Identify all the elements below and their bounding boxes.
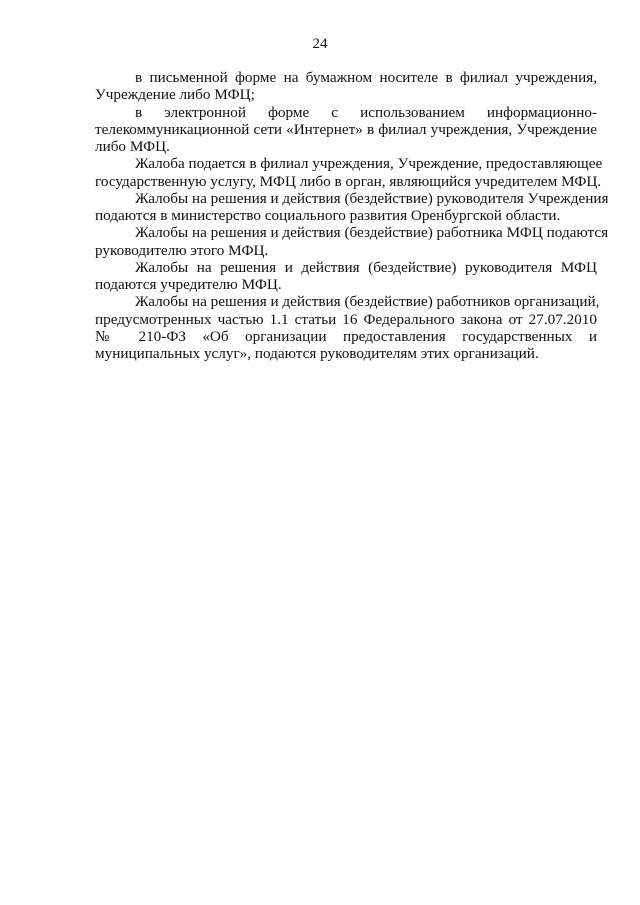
paragraph (95, 259, 597, 294)
text-line: подаются учредителю МФЦ. (95, 276, 282, 293)
paragraph (95, 189, 609, 225)
text-line: либо МФЦ. (95, 138, 170, 155)
text-line: Жалобы на решения и действия (бездействие) руководителя Учреждения (135, 189, 609, 207)
text-line: Жалобы на решения и действия (бездействие) руководителя МФЦ (135, 258, 597, 276)
page-number: 24 (312, 36, 328, 52)
text-line: телекоммуникационной сети «Интернет» в филиал учреждения, Учреждение (95, 120, 597, 138)
text-line: руководителю этого МФЦ. (95, 241, 269, 259)
text-line: в электронной форме с использованием информационно- (135, 103, 597, 121)
text-line: Жалобы на решения и действия (бездействие) работников организаций, (135, 293, 600, 311)
text-line: муниципальных услуг», подаются руководителям этих организаций. (95, 345, 539, 362)
text-line: Жалоба подается в филиал учреждения, Учреждение, предоставляющее (135, 155, 603, 173)
paragraph (95, 224, 609, 259)
text-line: государственную услугу, МФЦ либо в орган, являющийся учредителем МФЦ. (95, 172, 602, 190)
text-line: предусмотренных частью 1.1 статьи 16 Федерального закона от 27.07.2010 (95, 310, 597, 328)
document-body (95, 69, 609, 362)
text-line: подаются в министерство социального развития Оренбургской области. (95, 207, 561, 224)
paragraph (95, 293, 600, 362)
text-line: в письменной форме на бумажном носителе в филиал учреждения, (135, 69, 597, 86)
text-line: № 210-ФЗ «Об организации предоставления государственных и (95, 327, 597, 345)
paragraph (95, 69, 597, 104)
paragraph (95, 155, 603, 190)
text-line: Учреждение либо МФЦ; (95, 86, 255, 104)
text-line: Жалобы на решения и действия (бездействие) работника МФЦ подаются (135, 224, 609, 242)
paragraph (95, 104, 597, 156)
